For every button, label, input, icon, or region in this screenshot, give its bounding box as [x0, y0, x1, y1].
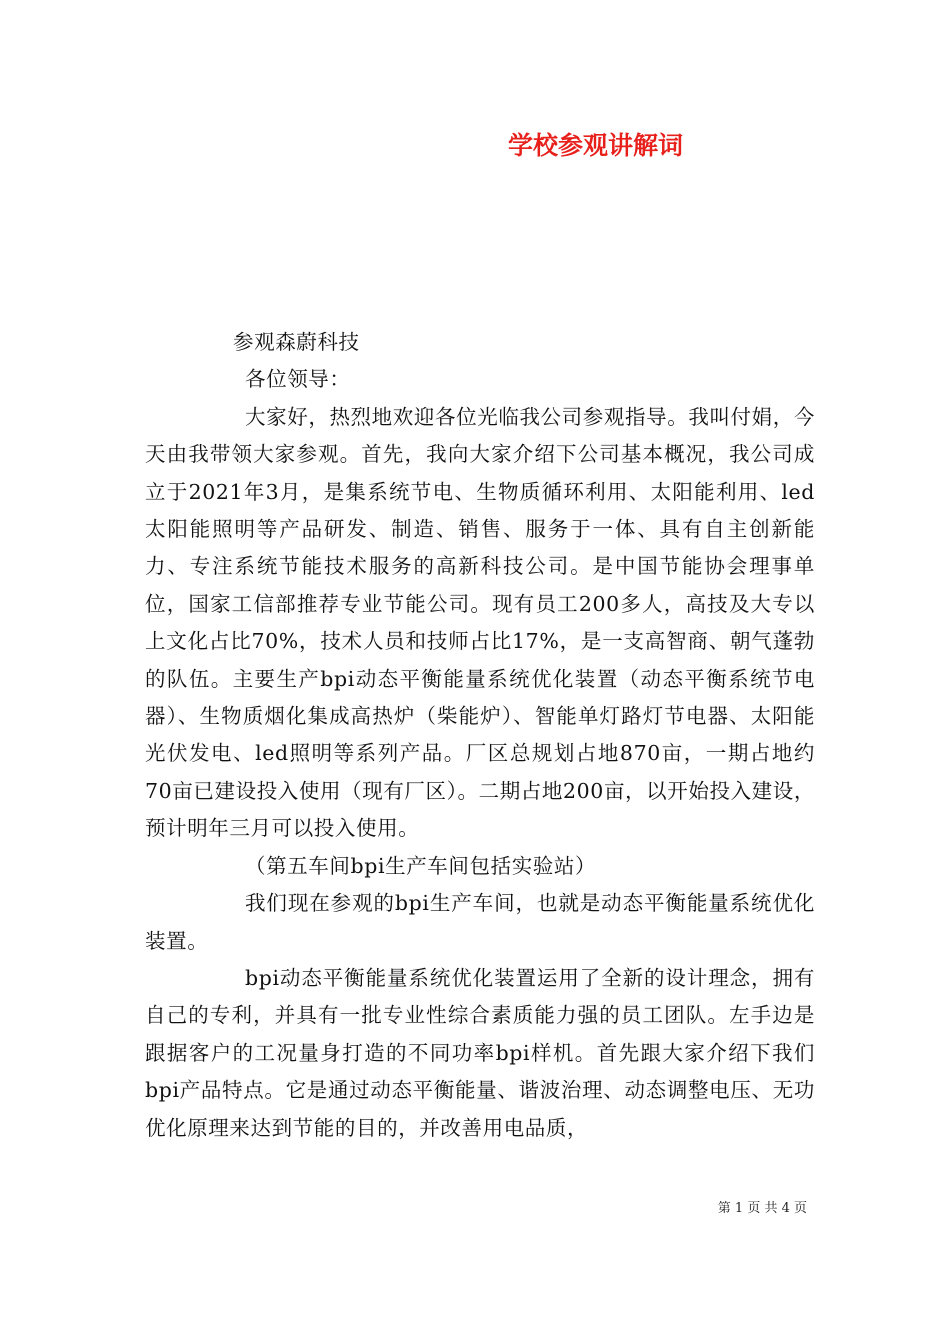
- paragraph-intro: 大家好，热烈地欢迎各位光临我公司参观指导。我叫付娟，今天由我带领大家参观。首先，我向大家介绍下公司基本概况，我公司成立于2021年3月，是集系统节电、生物质循环利用、太阳能利用、led太阳能照明等产品研发、制造、销售、服务于一体、具有自主创新能力、专注系统节能技术服务的高新科技公司。是中国节能协会理事单位，国家工信部推荐专业节能公司。现有员工200多人，高技及大专以上文化占比70%，技术人员和技师占比17%，是一支高智商、朝气蓬勃的队伍。主要生产bpi动态平衡能量系统优化装置（动态平衡系统节电器）、生物质烟化集成高热炉（柴能炉）、智能单灯路灯节电器、太阳能光伏发电、led照明等系列产品。厂区总规划占地870亩，一期占地约70亩已建设投入使用（现有厂区）。二期占地200亩，以开始投入建设，预计明年三月可以投入使用。: [145, 404, 815, 841]
- section-note: （第五车间bpi生产车间包括实验站）: [245, 853, 597, 878]
- page-indicator: 第 1 页 共 4 页: [717, 1201, 807, 1216]
- greeting-line: 各位领导：: [245, 367, 351, 392]
- paragraph-workshop: 我们现在参观的bpi生产车间，也就是动态平衡能量系统优化装置。: [145, 891, 815, 953]
- paragraph-bpi-features: bpi动态平衡能量系统优化装置运用了全新的设计理念，拥有自己的专利，并具有一批专业性综合素质能力强的员工团队。左手边是跟据客户的工况量身打造的不同功率bpi样机。首先跟大家介绍下我们bpi产品特点。它是通过动态平衡能量、谐波治理、动态调整电压、无功优化原理来达到节能的目的，并改善用电品质，: [145, 965, 815, 1140]
- subject-line: 参观森蔚科技: [233, 330, 360, 354]
- document-body: [145, 324, 815, 1147]
- document-title: 学校参观讲解词: [508, 131, 684, 160]
